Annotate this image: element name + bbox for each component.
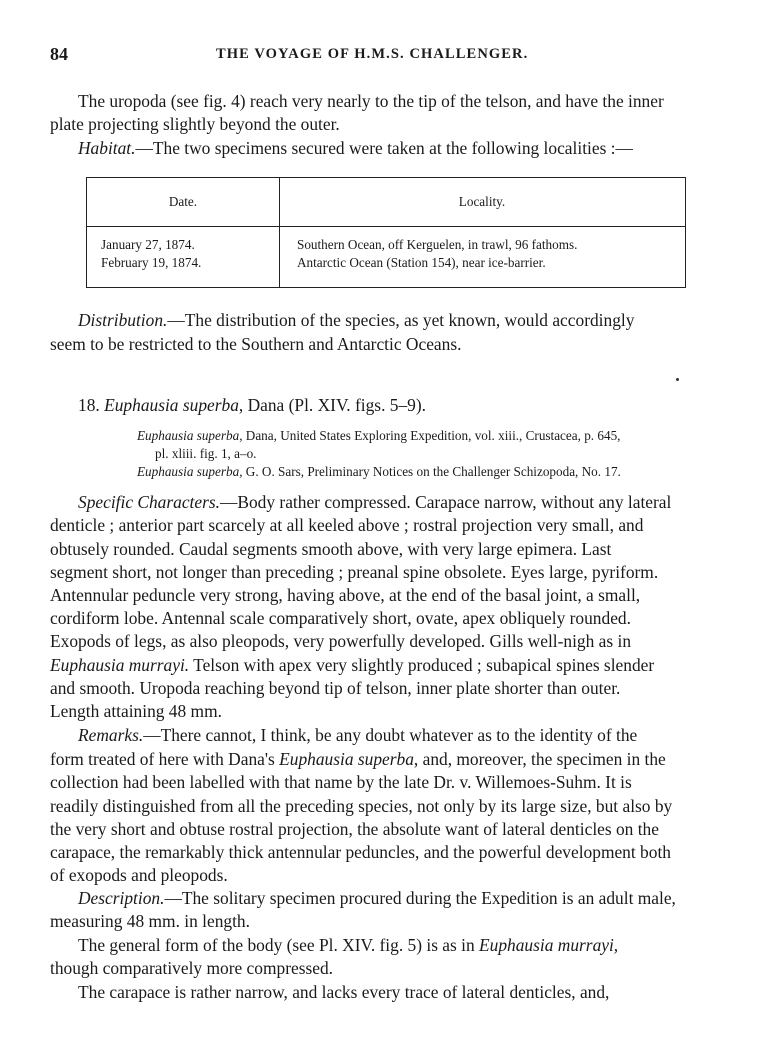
text-span: , G. O. Sars, Preliminary Notices on the Challenger Schizopoda, No. 17.: [239, 464, 621, 479]
text-line: measuring 48 mm. in length.: [50, 911, 250, 931]
table-cell-date: January 27, 1874.: [101, 237, 195, 252]
reference-name: Euphausia superba: [137, 428, 240, 443]
text-span: —The solitary specimen procured during the Expedition is an adult male,: [164, 888, 676, 908]
text-span: —There cannot, I think, be any doubt whatever as to the identity of the: [143, 725, 638, 745]
text-span: —Body rather compressed. Carapace narrow, without any lateral: [220, 492, 672, 512]
text-span: The general form of the body (see Pl. XIV. fig. 5) is as in: [78, 935, 480, 955]
text-line: and smooth. Uropoda reaching beyond tip of telson, inner plate shorter than outer.: [50, 678, 621, 698]
table-header-locality: Locality.: [458, 194, 506, 209]
distribution-line: [78, 309, 634, 331]
text-span: Telson with apex very slightly produced ; subapical spines slender: [189, 655, 655, 675]
distribution-label: Distribution.: [78, 310, 168, 330]
text-span: form treated of here with Dana's: [50, 749, 280, 769]
description-label: Description.: [78, 888, 165, 908]
text-line: the very short and obtuse rostral projection, the absolute want of lateral denticles on the: [50, 819, 659, 839]
species-heading: [78, 394, 426, 416]
text-line: The carapace is rather narrow, and lacks every trace of lateral denticles, and,: [78, 982, 610, 1002]
text-line: plate projecting slightly beyond the outer.: [50, 114, 340, 134]
localities-table: [86, 177, 686, 288]
page-number: 84: [50, 44, 68, 64]
text-line: carapace, the remarkably thick antennular peduncles, and the powerful development both: [50, 842, 671, 862]
description-line: [78, 887, 676, 909]
text-line: Length attaining 48 mm.: [50, 701, 222, 721]
remarks-label: Remarks.: [78, 725, 144, 745]
remarks-line: [78, 724, 637, 746]
species-name: Euphausia superba: [104, 395, 239, 415]
habitat-text: —The two specimens secured were taken at the following localities :—: [135, 138, 633, 158]
text-line: obtusely rounded. Caudal segments smooth above, with very large epimera. Last: [50, 539, 612, 559]
table-divider: [87, 226, 685, 227]
habitat-label: Habitat.: [78, 138, 136, 158]
text-line: Antennular peduncle very strong, having above, at the end of the basal joint, a small,: [50, 585, 641, 605]
text-line: denticle ; anterior part scarcely at all keeled above ; rostral projection very small, and: [50, 515, 644, 535]
text-span: , Dana, United States Exploring Expedition, vol. xiii., Crustacea, p. 645,: [239, 428, 621, 443]
italic-name: Euphausia murrayi,: [479, 935, 619, 955]
reference-line: pl. xliii. fig. 1, a–o.: [155, 446, 257, 461]
specific-line: [78, 491, 671, 513]
text-line: though comparatively more compressed.: [50, 958, 333, 978]
text-line: [50, 654, 654, 676]
specific-label: Specific Characters.: [78, 492, 220, 512]
running-title: THE VOYAGE OF H.M.S. CHALLENGER.: [216, 46, 529, 62]
stray-mark: [676, 378, 679, 381]
text-span: , and, moreover, the specimen in the: [413, 749, 666, 769]
reference-line: [137, 461, 621, 482]
text-line: collection had been labelled with that name by the late Dr. v. Willemoes-Suhm. It is: [50, 772, 632, 792]
text-line: cordiform lobe. Antennal scale comparatively short, ovate, apex obliquely rounded.: [50, 608, 631, 628]
habitat-line: [78, 137, 633, 159]
text-span: —The distribution of the species, as yet known, would accordingly: [167, 310, 635, 330]
text-line: segment short, not longer than preceding ; preanal spine obsolete. Eyes large, pyriform.: [50, 562, 659, 582]
text-line: [78, 934, 618, 956]
reference-name: Euphausia superba: [137, 464, 240, 479]
table-cell-date: February 19, 1874.: [101, 255, 202, 270]
text-line: readily distinguished from all the preceding species, not only by its large size, but also by: [50, 796, 673, 816]
table-header-date: Date.: [168, 194, 198, 209]
text-line: [50, 748, 666, 770]
text-line: Exopods of legs, as also pleopods, very powerfully developed. Gills well-nigh as in: [50, 631, 632, 651]
species-number: 18.: [78, 395, 100, 415]
text-span: , Dana (Pl. XIV. figs. 5–9).: [238, 395, 426, 415]
italic-name: Euphausia murrayi.: [50, 655, 190, 675]
text-line: seem to be restricted to the Southern and Antarctic Oceans.: [50, 334, 462, 354]
text-line: of exopods and pleopods.: [50, 865, 228, 885]
text-line: The uropoda (see fig. 4) reach very nearly to the tip of the telson, and have the inner: [78, 91, 664, 111]
italic-name: Euphausia superba: [279, 749, 414, 769]
table-cell-locality: Southern Ocean, off Kerguelen, in trawl, 96 fathoms.: [297, 237, 578, 252]
table-cell-locality: Antarctic Ocean (Station 154), near ice-barrier.: [297, 255, 546, 270]
